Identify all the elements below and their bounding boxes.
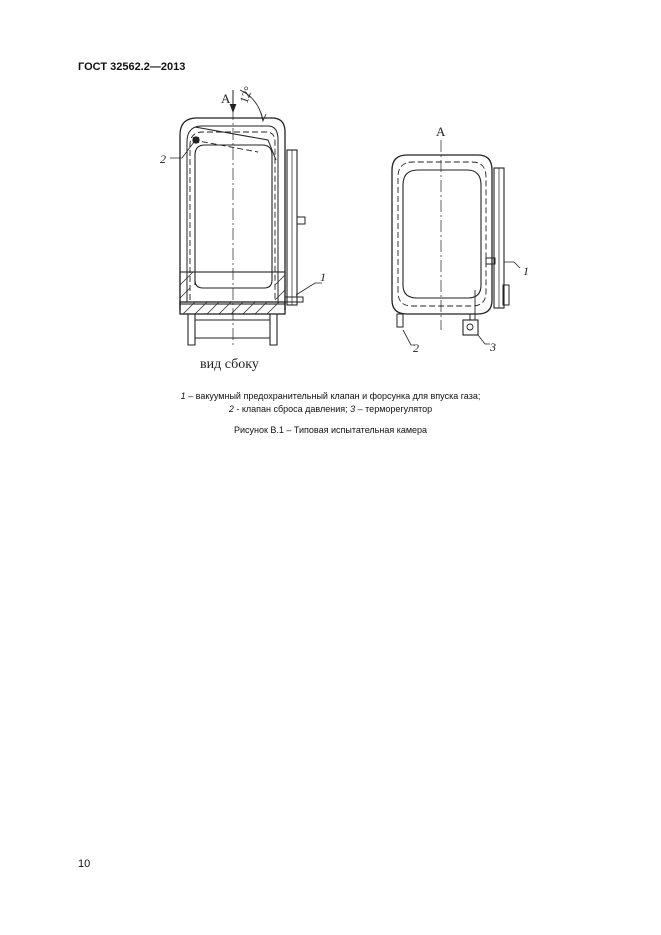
side-view-label: вид сбоку <box>200 357 259 372</box>
front-view-window <box>403 170 481 298</box>
test-chamber-drawing <box>150 80 530 380</box>
side-view-inner-body <box>187 126 278 302</box>
legend-line-2 <box>0 403 661 416</box>
legend-item3-num: 3 <box>350 404 356 414</box>
side-view-window <box>195 145 272 288</box>
figure-caption: Рисунок В.1 – Типовая испытательная камера <box>233 425 428 435</box>
callout-1-right: 1 <box>523 264 529 278</box>
figure-legend <box>0 390 661 416</box>
front-view-outer-body <box>392 155 492 314</box>
legend-item2-text: - клапан сброса давления; <box>233 404 351 414</box>
callout-1-left: 1 <box>320 270 326 284</box>
side-view-legs <box>188 314 277 345</box>
legend-item1-num: 1 <box>180 391 186 401</box>
document-header: ГОСТ 32562.2—2013 <box>78 61 186 73</box>
legend-item2-num: 2 <box>228 404 234 414</box>
callout-2-left: 2 <box>160 152 166 166</box>
angle-label: 12° <box>236 84 256 106</box>
callout-2-right: 2 <box>413 341 419 355</box>
callout-3-right: 3 <box>490 340 496 354</box>
legend-item3-text: – терморегулятор <box>355 404 433 414</box>
legend-line-1 <box>0 390 661 403</box>
view-label-right: А <box>436 124 446 139</box>
page-number: 10 <box>78 858 91 870</box>
legend-item1-text: – вакуумный предохранительный клапан и форсунка для впуска газа; <box>185 391 481 401</box>
view-label-left: А <box>221 91 231 106</box>
